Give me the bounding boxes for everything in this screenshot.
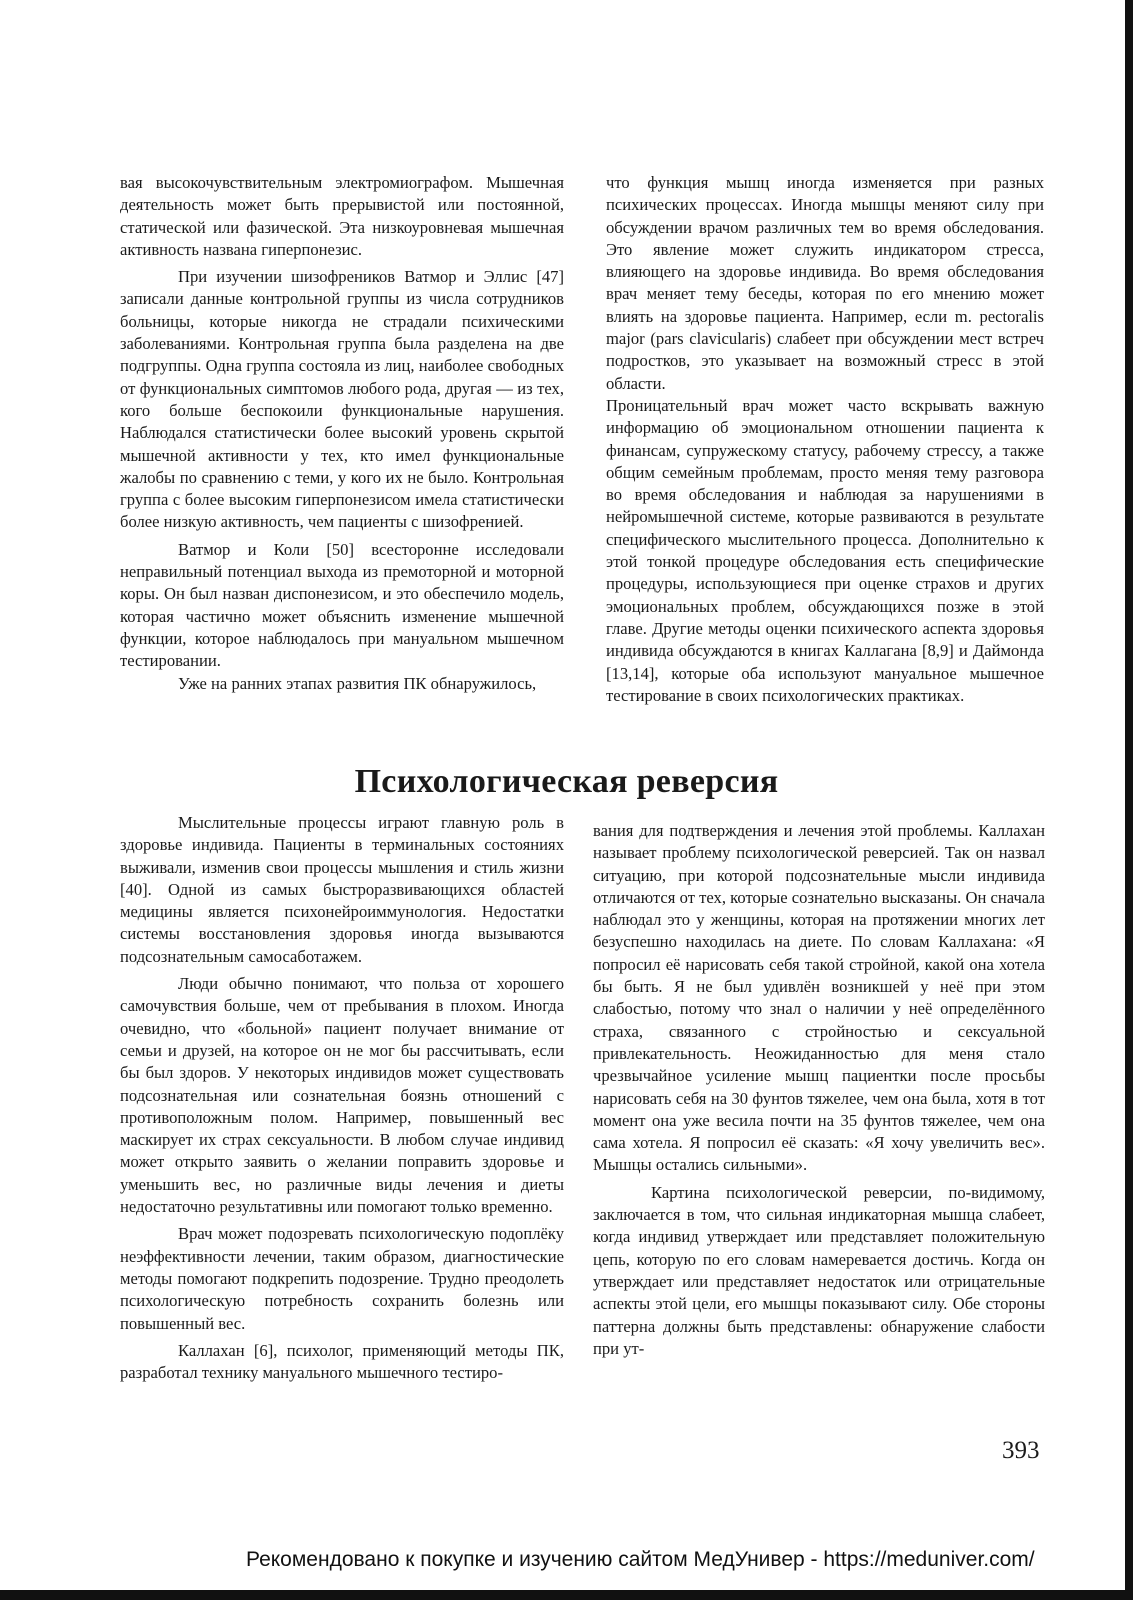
bottom-right-column — [593, 820, 1045, 1360]
paragraph: Картина психологической реверсии, по-видимому, заключается в том, что сильная индикаторная мышца слабеет, когда индивид утверждает или представляет положительную цепь, которую по его словам намеревается достичь. Когда он утверждает или представляет недостаток или отрицательные аспекты этой цели, его мышцы показывают силу. Обе стороны паттерна должны быть представлены: обнаружение слабости при ут- — [593, 1182, 1045, 1358]
paragraph: Каллахан [6], психолог, применяющий методы ПК, разработал технику мануального мышечного тестиро- — [120, 1340, 564, 1383]
paragraph: что функция мышц иногда изменяется при разных психических процессах. Иногда мышцы меняют силу при обсуждении врачом различных тем во время обследования. Это явление может служить индикатором стресса, влияющего на здоровье индивида. Во время обследования врач меняет тему беседы, которая по его мнению может влиять на здоровье пациента. Например, если m. pectoralis major (pars clavicularis) слабеет при обсуждении мест встреч подростков, это указывает на возможный стресс в этой области. — [606, 173, 1044, 393]
paragraph: вая высокочувствительным электромиографом. Мышечная деятельность может быть прерывистой или постоянной, статической или фазической. Эта низкоуровневая мышечная активность названа гиперпонезис. — [120, 173, 564, 259]
paragraph: вания для подтверждения и лечения этой проблемы. Каллахан называет проблему психологической реверсией. Так он назвал ситуацию, при которой подсознательные мысли индивида отличаются от тех, которые сознательно высказаны. Он сначала наблюдал это у женщины, которая на протяжении многих лет безуспешно находилась на диете. По словам Каллахана: «Я попросил её нарисовать себя такой стройной, какой она хотела бы быть. Я не был удивлён возникшей у неё при этом слабостью, потому что знал о наличии у неё определённого страха, связанного с стройностью и сексуальной привлекательность. Неожиданностью для меня стало чрезвычайное усиление мышц пациентки после просьбы нарисовать себя на 30 фунтов тяжелее, чем она была, хотя в тот момент она уже весила почти на 35 фунтов тяжелее, чем она сама хотела. Я попросил её сказать: «Я хочу увеличить вес». Мышцы остались сильными». — [593, 821, 1045, 1175]
footer-link-text: Рекомендовано к покупке и изучению сайтом МедУнивер - https://meduniver.com/ — [246, 1548, 1035, 1571]
scan-edge-bottom — [0, 1590, 1133, 1600]
top-left-column — [120, 172, 564, 695]
paragraph: Врач может подозревать психологическую подоплёку неэффективности лечении, таким образом, диагностические методы помогают подкрепить подозрение. Трудно преодолеть психологическую потребность сохранить болезнь или повышенный вес. — [120, 1224, 564, 1333]
paragraph: При изучении шизофреников Ватмор и Эллис [47] записали данные контрольной группы из числа сотрудников больницы, которые никогда не страдали психическими заболеваниями. Контрольная группа была разделена на две подгруппы. Одна группа состояла из лиц, наиболее свободных от функциональных симптомов любого рода, другая — из тех, кого больше беспокоили функциональные нарушения. Наблюдался статистически более высокий уровень скрытой мышечной активности у тех, кто имел функциональные жалобы по сравнению с теми, у кого их не было. Контрольная группа с более высоким гиперпонезисом имела статистически более низкую активность, чем пациенты с шизофренией. — [120, 267, 564, 532]
paragraph: Мыслительные процессы играют главную роль в здоровье индивида. Пациенты в терминальных состояниях выживали, изменив свои процессы мышления и стиль жизни [40]. Одной из самых быстроразвивающихся областей медицины является психонейроиммунология. Недостатки системы восстановления здоровья иногда вызываются подсознательным самосаботажем. — [120, 813, 564, 966]
section-heading: Психологическая реверсия — [354, 763, 779, 800]
bottom-left-column — [120, 812, 564, 1384]
top-right-column — [606, 172, 1044, 707]
page-number: 393 — [1002, 1437, 1040, 1464]
paragraph: Люди обычно понимают, что польза от хорошего самочувствия больше, чем от пребывания в плохом. Иногда очевидно, что «больной» пациент получает внимание от семьи и друзей, на которое он не мог бы рассчитывать, если бы был здоров. У некоторых индивидов может существовать подсознательная или сознательная боязнь отношений с противоположным полом. Например, повышенный вес маскирует их страх сексуальности. В любом случае индивид может открыто заявить о желании поправить здоровье и уменьшить вес, но различные виды лечения и диеты недостаточно результативны или помогают только временно. — [120, 974, 564, 1217]
paragraph: Проницательный врач может часто вскрывать важную информацию об эмоциональном отношении пациента к финансам, супружескому статусу, рабочему стрессу, а также общим семейным проблемам, просто меняя тему разговора во время обследования и наблюдая за нарушениями в нейромышечной системе, которые развиваются в результате специфического мыслительного процесса. Дополнительно к этой тонкой процедуре обследования есть специфические процедуры, использующиеся при оценке страхов и других эмоциональных проблем, обсуждающихся позже в этой главе. Другие методы оценки психического аспекта здоровья индивида обсуждаются в книгах Каллагана [8,9] и Даймонда [13,14], которые оба используют мануальное мышечное тестирование в своих психологических практиках. — [606, 395, 1044, 705]
paragraph: Уже на ранних этапах развития ПК обнаружилось, — [178, 673, 537, 693]
paragraph: Ватмор и Коли [50] всесторонне исследовали неправильный потенциал выхода из премоторной и моторной коры. Он был назван диспонезисом, и это обеспечило модель, которая частично может объяснить изменение мышечной функции, которое наблюдалось при мануальном мышечном тестировании. — [120, 539, 564, 671]
